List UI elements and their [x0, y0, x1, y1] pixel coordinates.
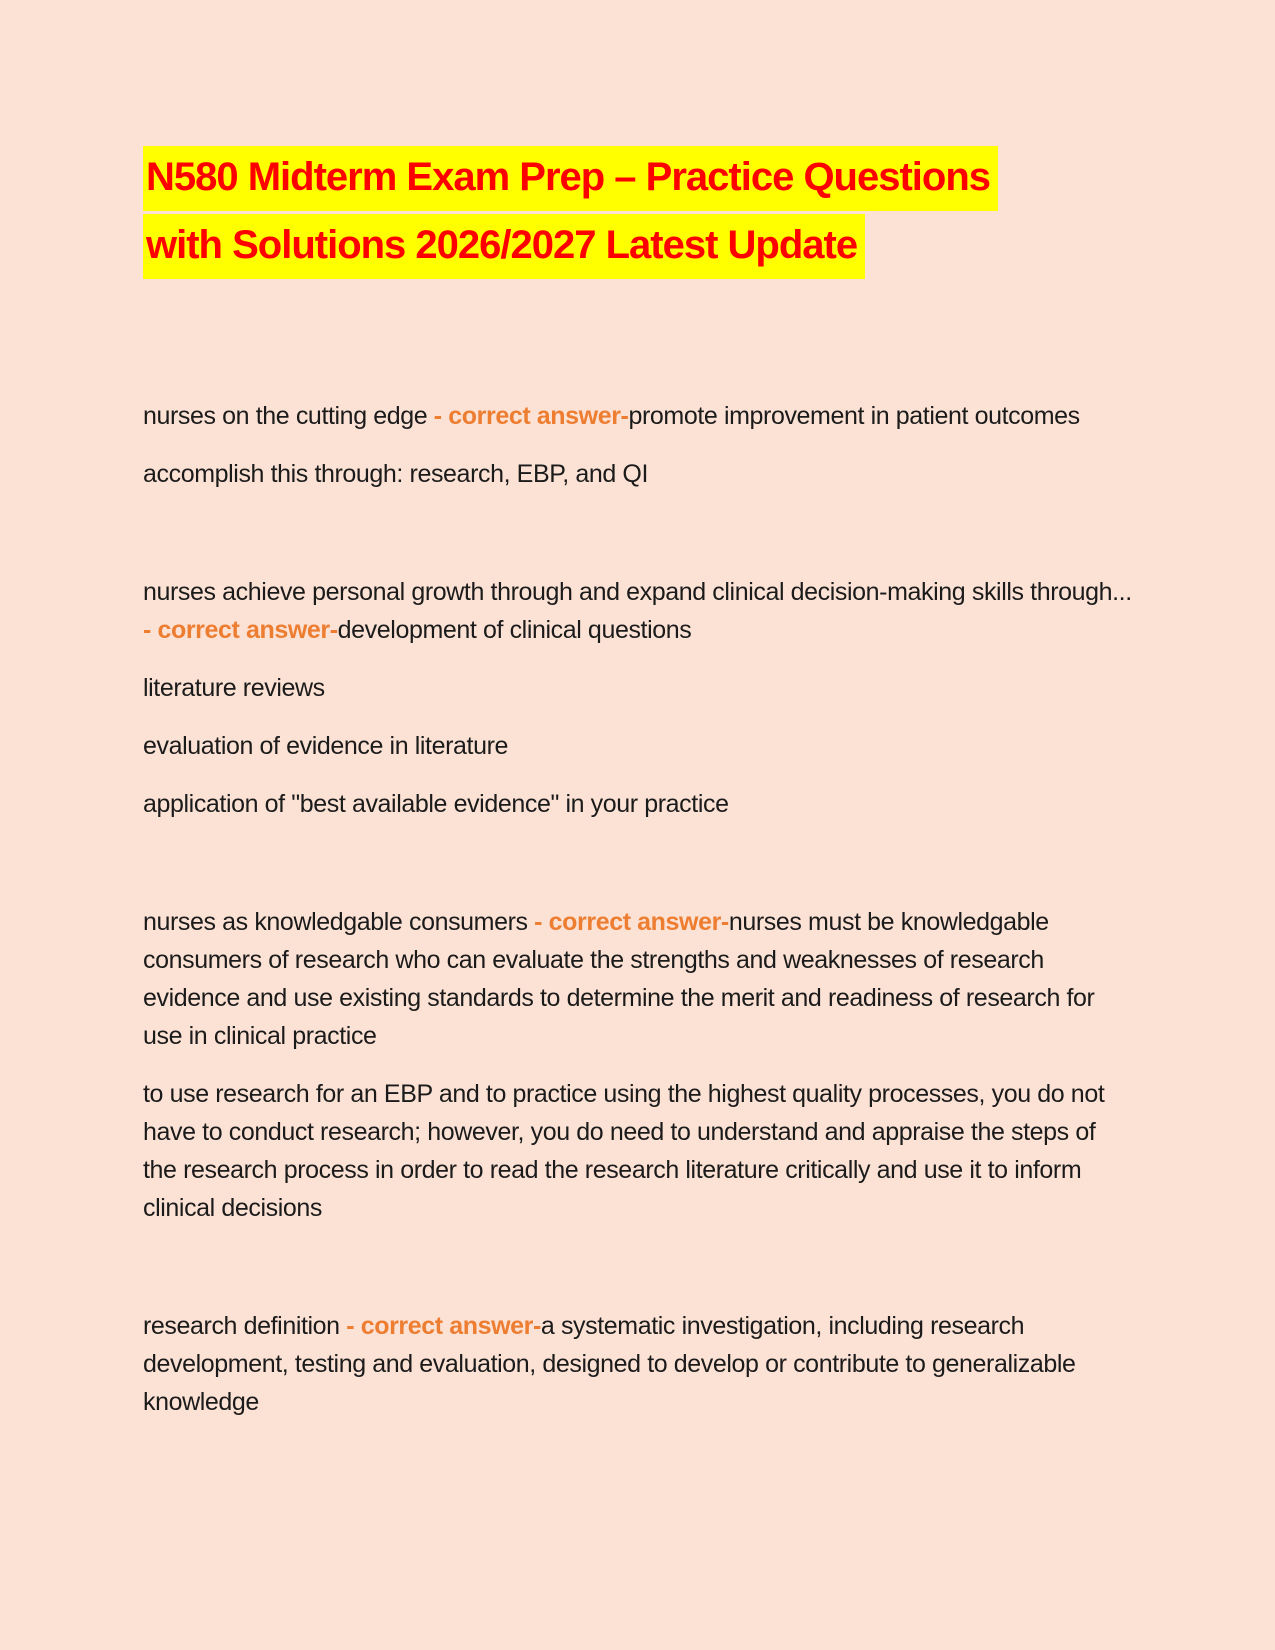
- question-text: nurses on the cutting edge: [143, 402, 428, 430]
- question-text: nurses as knowledgable consumers: [143, 908, 528, 936]
- text-paragraph: [143, 785, 1135, 823]
- answer-text: promote improvement in patient outcomes: [628, 402, 1080, 430]
- correct-answer-marker: - correct answer-: [527, 908, 729, 936]
- paragraph-text: application of "best available evidence" in your practice: [143, 790, 729, 818]
- answer-text: development of clinical questions: [337, 616, 692, 644]
- section-gap: [143, 513, 1135, 573]
- question-text: nurses achieve personal growth through and expand clinical decision-making skills through...: [143, 578, 1132, 606]
- answer-text: a systematic investigation, including research development, testing and evaluation, designed to develop or contribute to generalizable knowledge: [143, 1312, 1076, 1416]
- paragraph-text: to use research for an EBP and to practice using the highest quality processes, you do not have to conduct research; however, you do need to understand and appraise the steps of the research process in order to read the research literature critically and use it to inform clinical decisions: [143, 1080, 1105, 1222]
- text-paragraph: [143, 727, 1135, 765]
- paragraph-text: evaluation of evidence in literature: [143, 732, 509, 760]
- section-gap: [143, 843, 1135, 903]
- qa-paragraph: [143, 903, 1135, 1055]
- section-gap: [143, 1247, 1135, 1307]
- text-paragraph: [143, 1075, 1135, 1227]
- correct-answer-marker: - correct answer-: [427, 402, 629, 430]
- paragraph-text: literature reviews: [143, 674, 325, 702]
- paragraph-text: accomplish this through: research, EBP, and QI: [143, 460, 649, 488]
- text-paragraph: [143, 669, 1135, 707]
- qa-paragraph: [143, 397, 1135, 435]
- qa-paragraph: [143, 573, 1135, 649]
- text-paragraph: [143, 455, 1135, 493]
- title-line-2: with Solutions 2026/2027 Latest Update: [143, 214, 865, 279]
- document-body: [143, 397, 1135, 1421]
- correct-answer-marker: - correct answer-: [339, 1312, 541, 1340]
- qa-paragraph: [143, 1307, 1135, 1421]
- correct-answer-marker: - correct answer-: [143, 616, 338, 644]
- answer-text: nurses must be knowledgable consumers of research who can evaluate the strengths and weaknesses of research evidence and use existing standards to determine the merit and readiness of research for use in clinical practice: [143, 908, 1095, 1050]
- question-text: research definition: [143, 1312, 340, 1340]
- page-title: [143, 143, 1135, 279]
- title-line-1: N580 Midterm Exam Prep – Practice Questions: [143, 146, 998, 211]
